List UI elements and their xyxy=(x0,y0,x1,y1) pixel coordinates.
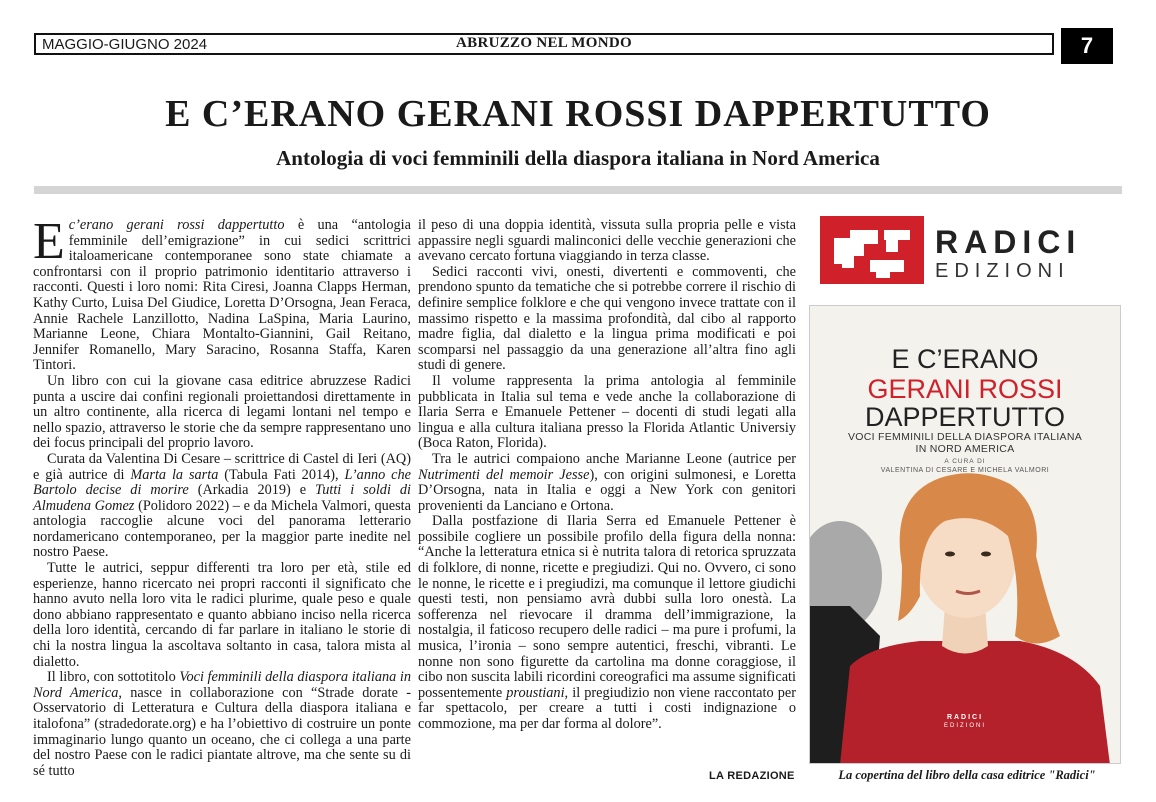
cover-caption: La copertina del libro della casa editrice "Radici" xyxy=(838,768,1096,782)
paragraph: Sedici racconti vivi, onesti, divertenti e commoventi, che prendono spunto da tematiche che si potrebbe correre il rischio di definire semplice folklore e che qui vengono invece trattate con il massimo rispetto e la massima profondità, dal cibo al rapporto madre figlia, dal dialetto e la lingua prima modificati e poi scomparsi nel passaggio da una generazione all’altra fino agli studi di genere. xyxy=(418,263,796,374)
paragraph: il peso di una doppia identità, vissuta sulla propria pelle e vista appassire negli sguardi malinconici delle vecchie generazioni che avevano cercato fortuna viaggiando in terza classe. xyxy=(418,217,796,265)
cover-title-line-3: DAPPERTUTTO xyxy=(864,402,1066,432)
paragraph: Il libro, con sottotitolo Voci femminili della diaspora italiana in Nord America, nasce in collaborazione con “Strade dorate - Osservatorio di Letteratura e Cultura della diaspora italiana e italofona” (stradedorate.org) e ha l’obiettivo di costruire un ponte immaginario lungo quanto un oceano, che ci collega a una parte del nostro Paese con le radici piantate altrove, ma che sente su di sé tutto xyxy=(33,669,411,779)
cover-editors: VALENTINA DI CESARE E MICHELA VALMORI xyxy=(880,467,1050,474)
drop-cap: E xyxy=(33,213,65,270)
paragraph: Il volume rappresenta la prima antologia al femminile pubblicata in Italia sul tema e vede anche la collaborazione di Ilaria Serra e Emanuele Pettener – docenti di studi legati alla lingua e alla cultura italiana presso la Florida Atlantic Universiy (Boca Raton, Florida). xyxy=(418,372,796,452)
article-column-1 xyxy=(33,213,412,779)
logo-text-radici: RADICI xyxy=(935,224,1082,260)
cover-editors-label: A CURA DI xyxy=(944,458,986,465)
cover-subtitle-line-1: VOCI FEMMINILI DELLA DIASPORA ITALIANA xyxy=(847,431,1083,443)
issue-date: MAGGIO-GIUGNO 2024 xyxy=(42,36,208,53)
radici-logo-icon xyxy=(820,216,924,284)
paragraph: Curata da Valentina Di Cesare – scrittrice di Castel di Ieri (AQ) e già autrice di Marta la sarta (Tabula Fati 2014), L’anno che Bartolo decise di morire (Arkadia 2019) e Tutti i soldi di Almudena Gomez (Polidoro 2022) – e da Michela Valmori, questa antologia raccoglie alcune voci del panorama letterario nordamericano contemporaneo, per la maggior parte inedite nel nostro Paese. xyxy=(33,450,411,561)
book-cover-image xyxy=(809,305,1121,764)
publisher-logo xyxy=(820,216,1110,284)
page-number: 7 xyxy=(1061,28,1113,64)
cover-publisher-sub: EDIZIONI xyxy=(943,723,986,729)
cover-subtitle-line-2: IN NORD AMERICA xyxy=(915,443,1015,455)
paragraph: Tutte le autrici, seppur differenti tra loro per età, stile ed esperienze, hanno ricercato nei propri racconti il significato che hanno avuto nella loro vita le radici plurime, quale peso e quale dono abbiano rappresentato e quanto abbiano inciso nella ricerca della loro identità, cercando di far parlare in italiano le storie di chi la nostra lingua la ascoltava soltanto in casa, talora mista al dialetto. xyxy=(33,560,411,670)
cover-title-line-2: GERANI ROSSI xyxy=(867,374,1063,404)
paragraph: Dalla postfazione di Ilaria Serra ed Emanuele Pettener è possibile cogliere un possibile profilo della figura della nonna: “Anche la letteratura etnica si è nutrita talora di retorica spruzzata di folklore, di nonne, ricette e pregiudizi. Qui no. Ovvero, ci sono le nonne, le ricette e i pregiudizi, ma comunque il lettore giudichi questi testi, non pensiamo avrà dubbi sulla loro onestà. La sofferenza nel rievocare il dramma dell’immigrazione, la nostalgia, il faticoso recupero delle radici – ma pure i profumi, la musica, l’ironia – sono sempre autentici, freschi, vibranti. Le nonne non sono figurette da cartolina ma donne coraggiose, il cibo non suscita labili ricordini coreografici ma assume significati possentemente proustiani, il pregiudizio non viene raccontato per far spettacolo, per creare a tutti i costi indignazione o commozione, ma per dar forma al dolore”. xyxy=(418,513,796,732)
paragraph: Ec’erano gerani rossi dappertutto è una “antologia femminile dell’emigrazione” in cui sedici scrittrici italoamericane contemporanee sono state chiamate a confrontarsi con il proprio patrimonio identitario attraverso i racconti. Questi i loro nomi: Rita Ciresi, Joanna Clapps Herman, Kathy Curto, Luisa Del Giudice, Loretta D’Orsogna, Jean Feraca, Annie Rachele Lanzillotto, Nadina LaSpina, Maria Laurino, Marianne Leone, Chiara Montalto-Giannini, Gail Reitano, Jennifer Romanello, Mary Saracino, Rosanna Staffa, Karen Tintori. xyxy=(33,213,412,374)
article-subheadline: Antologia di voci femminili della diaspora italiana in Nord America xyxy=(276,146,880,170)
paragraph: Un libro con cui la giovane casa editrice abruzzese Radici punta a uscire dai confini regionali proiettandosi direttamente in un altro continente, alla ricerca di legami lontani nel tempo e nello spazio, attraverso le storie che da sempre rappresentano uno dei focus principali del proprio lavoro. xyxy=(33,372,411,452)
logo-text-edizioni: EDIZIONI xyxy=(935,260,1070,282)
cover-title-line-1: E C’ERANO xyxy=(891,344,1039,374)
paragraph: Tra le autrici compaiono anche Marianne Leone (autrice per Nutrimenti del memoir Jesse), con origini sulmonesi, e Loretta D’Orsogna, nata in Italia e oggi a New York con genitori provenienti da Lanciano e Ortona. xyxy=(418,450,796,514)
header-bar xyxy=(34,33,1054,55)
section-divider xyxy=(34,186,1122,194)
book-title-italic: c’erano gerani rossi dappertutto xyxy=(68,217,285,233)
cover-publisher-name: RADICI xyxy=(946,714,984,721)
masthead: ABRUZZO NEL MONDO xyxy=(456,35,632,51)
article-signature: LA REDAZIONE xyxy=(709,770,795,782)
article-headline: E C’ERANO GERANI ROSSI DAPPERTUTTO xyxy=(165,93,991,135)
article-column-2 xyxy=(418,218,796,733)
